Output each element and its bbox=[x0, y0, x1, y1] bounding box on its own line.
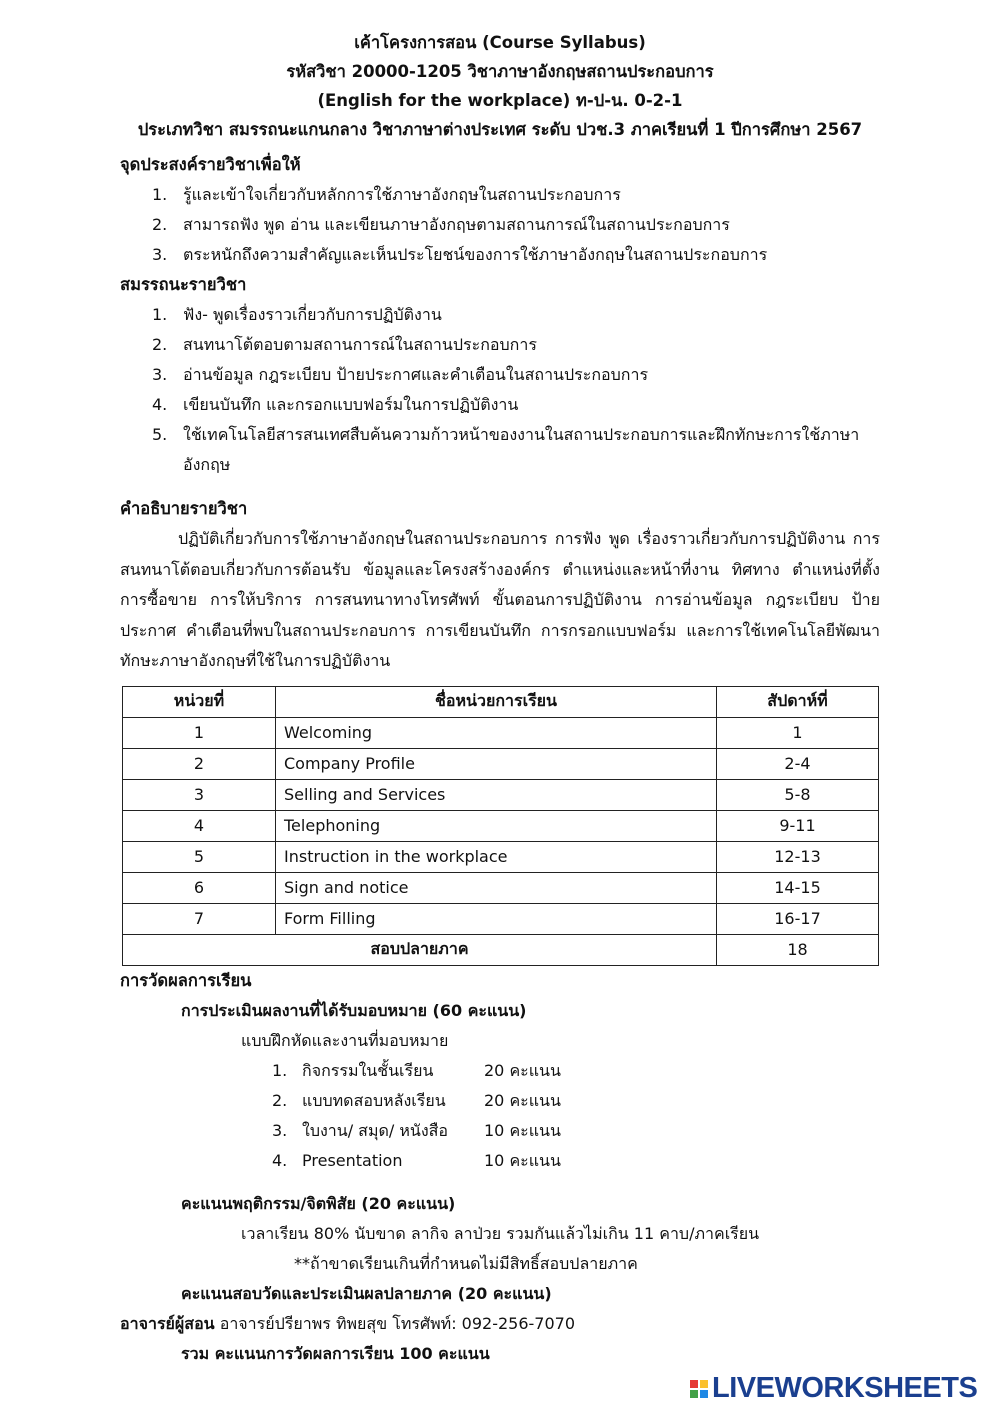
teacher-line bbox=[120, 1309, 1000, 1339]
table-row: 1 Welcoming 1 bbox=[123, 717, 879, 748]
table-row: 5 Instruction in the workplace 12-13 bbox=[123, 841, 879, 872]
behavior-heading: คะแนนพฤติกรรม/จิตพิสัย (20 คะแนน) bbox=[181, 1193, 456, 1213]
objectives-heading: จุดประสงค์รายวิชาเพื่อให้ bbox=[120, 155, 301, 174]
units-table bbox=[122, 686, 879, 966]
col-name-header: ชื่อหน่วยการเรียน bbox=[276, 686, 717, 717]
attendance-note: **ถ้าขาดเรียนเกินที่กำหนดไม่มีสิทธิ์สอบปลายภาค bbox=[294, 1253, 638, 1273]
course-code-line: รหัสวิชา 20000-1205 วิชาภาษาอังกฤษสถานประกอบการ bbox=[286, 62, 714, 81]
teacher-info: อาจารย์ปรียาพร ทิพยสุข โทรศัพท์: 092-256-7070 bbox=[219, 1313, 576, 1333]
liveworksheets-watermark bbox=[690, 1372, 977, 1405]
list-item: 4. เขียนบันทึก และกรอกแบบฟอร์มในการปฏิบัติงาน bbox=[152, 395, 519, 414]
course-description: ปฏิบัติเกี่ยวกับการใช้ภาษาอังกฤษในสถานประกอบการ การฟัง พูด เรื่องราวเกี่ยวกับการปฏิบัติงาน การสนทนาโต้ตอบเกี่ยวกับการต้อนรับ ข้อมูลและโครงสร้างองค์กร ตำแหน่งและหน้าที่งาน ทิศทาง ตำแหน่งที่ตั้ง การซื้อขาย การให้บริการ การสนทนาทางโทรศัพท์ ขั้นตอนการปฏิบัติงาน การอ่านข้อมูล กฎระเบียบ ป้ายประกาศ คำเตือนที่พบในสถานประกอบการ การเขียนบันทึก การกรอกแบบฟอร์ม และการใช้เทคโนโลยีพัฒนาทักษะภาษาอังกฤษที่ใช้ในการปฏิบัติงาน bbox=[120, 529, 880, 670]
final-exam-week: 18 bbox=[717, 934, 879, 965]
table-row: 2 Company Profile 2-4 bbox=[123, 748, 879, 779]
liveworksheets-logo-icon bbox=[690, 1380, 708, 1398]
list-item: 3. อ่านข้อมูล กฎระเบียบ ป้ายประกาศและคำเตือนในสถานประกอบการ bbox=[152, 365, 649, 384]
total-score: รวม คะแนนการวัดผลการเรียน 100 คะแนน bbox=[181, 1343, 490, 1363]
col-unit-header: หน่วยที่ bbox=[123, 686, 276, 717]
competencies-list bbox=[0, 300, 1000, 480]
table-row: 7 Form Filling 16-17 bbox=[123, 903, 879, 934]
table-header-row bbox=[123, 686, 879, 717]
table-row: 3 Selling and Services 5-8 bbox=[123, 779, 879, 810]
table-row: 4 Telephoning 9-11 bbox=[123, 810, 879, 841]
attendance-rule: เวลาเรียน 80% นับขาด ลากิจ ลาป่วย รวมกันแล้วไม่เกิน 11 คาบ/ภาคเรียน bbox=[241, 1223, 760, 1243]
objectives-list bbox=[0, 180, 1000, 270]
list-item: 5. ใช้เทคโนโลยีสารสนเทศสืบค้นความก้าวหน้าของงานในสถานประกอบการและฝึกทักษะการใช้ภาษาอังกฤษ bbox=[152, 425, 860, 474]
course-english-name: (English for the workplace) ท-ป-น. 0-2-1 bbox=[317, 91, 683, 110]
list-item: 1. ฟัง- พูดเรื่องราวเกี่ยวกับการปฏิบัติงาน bbox=[152, 305, 442, 324]
list-item: 3. ตระหนักถึงความสำคัญและเห็นประโยชน์ของการใช้ภาษาอังกฤษในสถานประกอบการ bbox=[152, 245, 768, 264]
liveworksheets-wordmark: LIVEWORKSHEETS bbox=[712, 1372, 978, 1404]
syllabus-title: เค้าโครงการสอน (Course Syllabus) bbox=[354, 33, 646, 52]
course-category-line: ประเภทวิชา สมรรถนะแกนกลาง วิชาภาษาต่างประเทศ ระดับ ปวช.3 ภาคเรียนที่ 1 ปีการศึกษา 2567 bbox=[137, 120, 863, 139]
col-week-header: สัปดาห์ที่ bbox=[717, 686, 879, 717]
final-exam-row bbox=[123, 934, 879, 965]
description-heading: คำอธิบายรายวิชา bbox=[120, 499, 248, 518]
list-item: 2. สามารถฟัง พูด อ่าน และเขียนภาษาอังกฤษตามสถานการณ์ในสถานประกอบการ bbox=[152, 215, 730, 234]
table-row: 6 Sign and notice 14-15 bbox=[123, 872, 879, 903]
assigned-work-heading: การประเมินผลงานที่ได้รับมอบหมาย (60 คะแนน) bbox=[181, 1000, 527, 1020]
score-item: 2. แบบทดสอบหลังเรียน 20 คะแนน bbox=[272, 1090, 561, 1110]
final-exam-label: สอบปลายภาค bbox=[123, 934, 717, 965]
list-item: 1. รู้และเข้าใจเกี่ยวกับหลักการใช้ภาษาอังกฤษในสถานประกอบการ bbox=[152, 185, 621, 204]
final-exam-heading: คะแนนสอบวัดและประเมินผลปลายภาค (20 คะแนน) bbox=[181, 1283, 552, 1303]
assessment-heading: การวัดผลการเรียน bbox=[120, 970, 252, 990]
competencies-heading: สมรรถนะรายวิชา bbox=[120, 275, 247, 294]
score-item: 1. กิจกรรมในชั้นเรียน 20 คะแนน bbox=[272, 1060, 561, 1080]
score-item: 3. ใบงาน/ สมุด/ หนังสือ 10 คะแนน bbox=[272, 1120, 561, 1140]
teacher-label: อาจารย์ผู้สอน bbox=[120, 1313, 215, 1333]
score-item: 4. Presentation 10 คะแนน bbox=[272, 1150, 561, 1170]
list-item: 2. สนทนาโต้ตอบตามสถานการณ์ในสถานประกอบการ bbox=[152, 335, 537, 354]
assigned-work-subheading: แบบฝึกหัดและงานที่มอบหมาย bbox=[241, 1030, 449, 1050]
